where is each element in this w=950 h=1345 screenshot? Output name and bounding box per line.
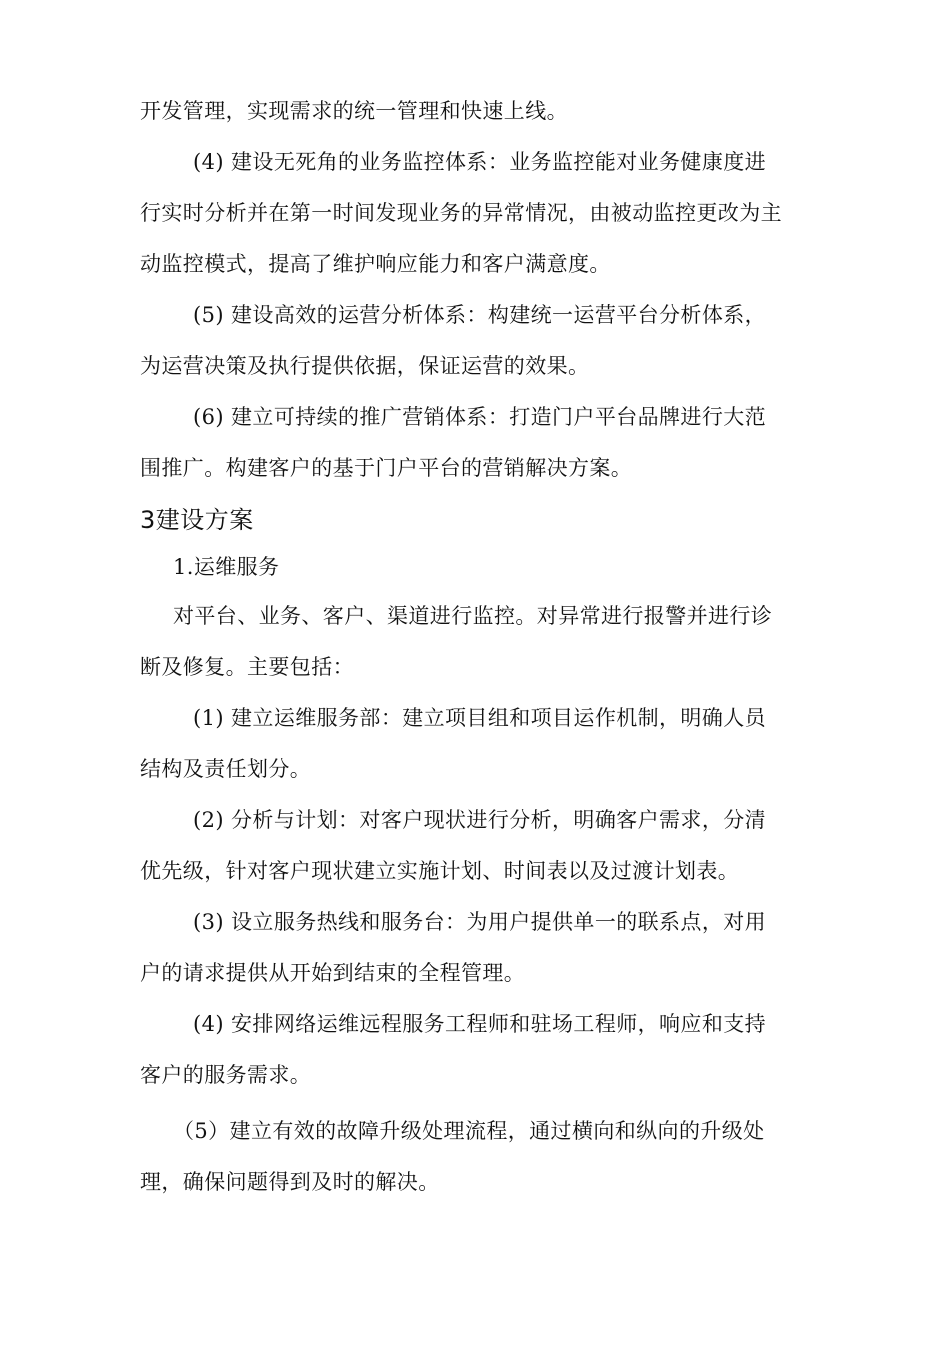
paragraph-line: 行实时分析并在第一时间发现业务的异常情况，由被动监控更改为主: [140, 201, 782, 225]
paragraph-line: （5）建立有效的故障升级处理流程，通过横向和纵向的升级处: [173, 1119, 765, 1143]
paragraph-line: 为运营决策及执行提供依据，保证运营的效果。: [140, 354, 590, 378]
paragraph-line: (2) 分析与计划：对客户现状进行分析，明确客户需求，分清: [193, 808, 767, 832]
subsection-heading: 1.运维服务: [173, 555, 280, 579]
paragraph-line: 断及修复。主要包括：: [140, 655, 354, 679]
paragraph-line: 优先级，针对客户现状建立实施计划、时间表以及过渡计划表。: [140, 859, 740, 883]
paragraph-line: (3) 设立服务热线和服务台：为用户提供单一的联系点，对用: [193, 910, 767, 934]
paragraph-line: (6) 建立可持续的推广营销体系：打造门户平台品牌进行大范: [193, 405, 767, 429]
paragraph-line: 客户的服务需求。: [140, 1063, 312, 1087]
paragraph-line: (4) 安排网络运维远程服务工程师和驻场工程师，响应和支持: [193, 1012, 767, 1036]
section-heading: 3建设方案: [140, 506, 254, 534]
paragraph-line: 对平台、业务、客户、渠道进行监控。对异常进行报警并进行诊: [173, 604, 773, 628]
paragraph-line: (5) 建设高效的运营分析体系：构建统一运营平台分析体系，: [193, 303, 767, 327]
paragraph-line: (4) 建设无死角的业务监控体系：业务监控能对业务健康度进: [193, 150, 767, 174]
paragraph-line: 户的请求提供从开始到结束的全程管理。: [140, 961, 526, 985]
paragraph-line: 开发管理，实现需求的统一管理和快速上线。: [140, 99, 568, 123]
paragraph-line: 结构及责任划分。: [140, 757, 312, 781]
paragraph-line: 围推广。构建客户的基于门户平台的营销解决方案。: [140, 456, 633, 480]
paragraph-line: (1) 建立运维服务部：建立项目组和项目运作机制，明确人员: [193, 706, 767, 730]
paragraph-line: 动监控模式，提高了维护响应能力和客户满意度。: [140, 252, 611, 276]
paragraph-line: 理，确保问题得到及时的解决。: [140, 1170, 440, 1194]
